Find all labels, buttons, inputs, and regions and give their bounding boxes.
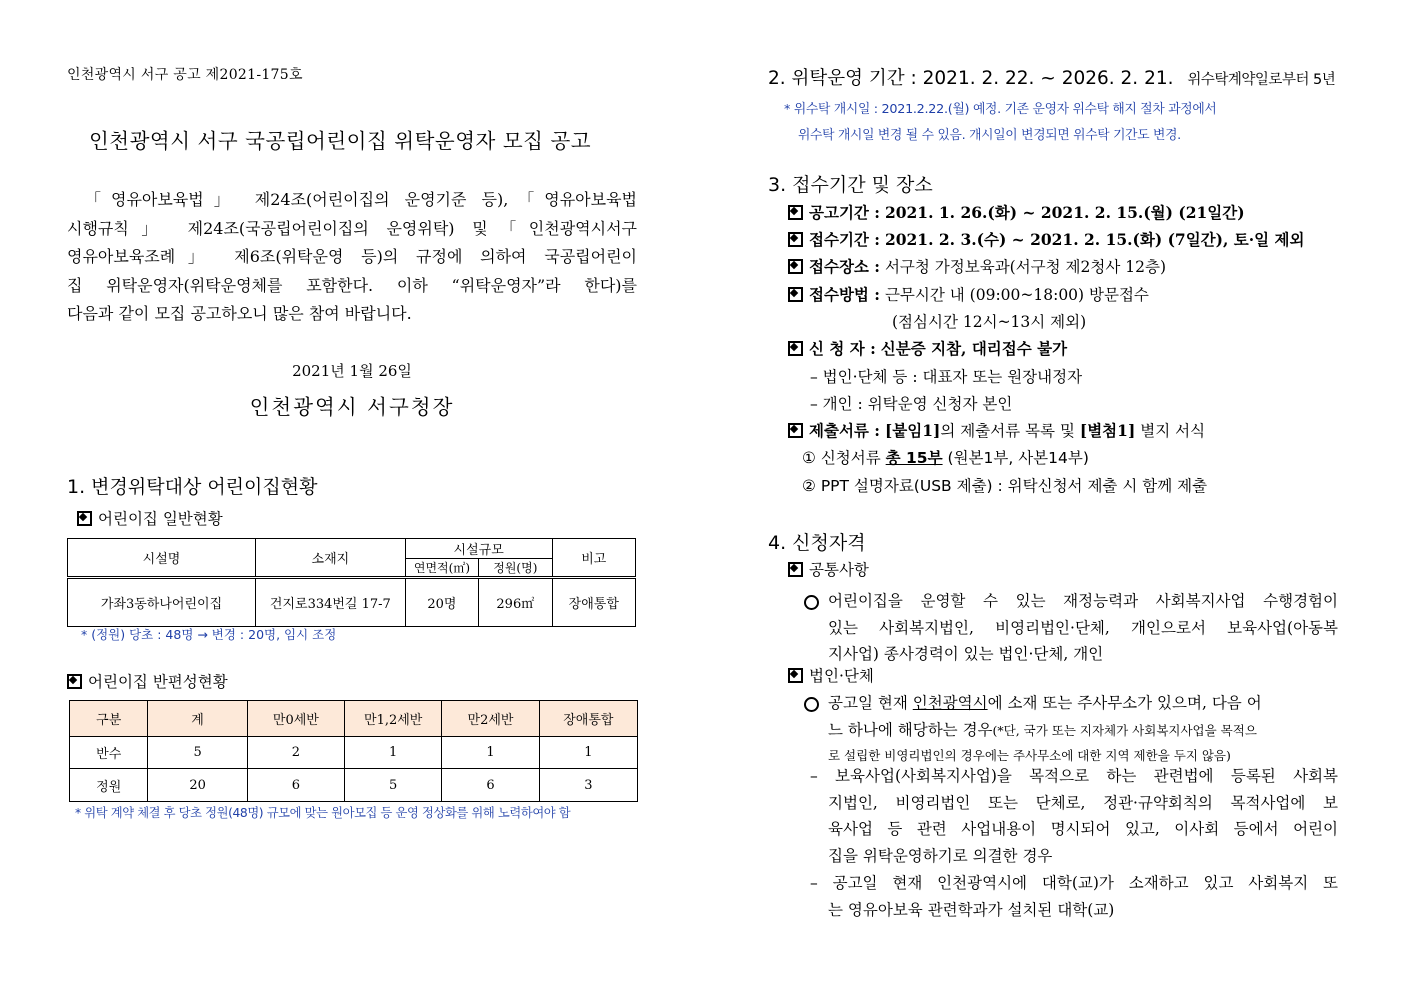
common-heading xyxy=(788,558,869,580)
corp-line2-a: 느 하나에 해당하는 경우 xyxy=(828,720,993,739)
class-cell: 1 xyxy=(539,737,637,769)
documents-sub-2: ② PPT 설명자료(USB 제출) : 위탁신청서 제출 시 함께 제출 xyxy=(802,477,1208,495)
section2-heading-suffix: 위수탁계약일로부터 5년 xyxy=(1187,72,1336,88)
class-cell: 6 xyxy=(247,769,344,802)
corp-line1-a: 공고일 현재 xyxy=(828,694,908,712)
class-header: 구분 xyxy=(70,701,148,737)
applicant-item xyxy=(788,337,1067,359)
table-row xyxy=(70,737,638,769)
common-line: 어린이집을 운영할 수 있는 재정능력과 사회복지사업 수행경험이 xyxy=(828,592,1338,610)
section2-heading-text: 2. 위탁운영 기간 : 2021. 2. 22. ~ 2026. 2. 21. xyxy=(768,68,1174,89)
class-cell: 1 xyxy=(345,737,442,769)
class-cell: 반수 xyxy=(70,737,148,769)
class-status-subheading xyxy=(67,670,228,692)
subheading-text: 어린이집 반편성현황 xyxy=(88,673,228,691)
cell-name: 가좌3동하나어린이집 xyxy=(68,578,256,627)
cell-area: 20명 xyxy=(405,578,478,627)
corporation-heading xyxy=(788,664,874,686)
checkbox-diamond-icon xyxy=(788,205,803,220)
notice-number: 인천광역시 서구 공고 제2021-175호 xyxy=(67,67,303,83)
intro-paragraph xyxy=(67,186,637,329)
item-value: 2021. 1. 26.(화) ~ 2021. 2. 15.(월) (21일간) xyxy=(884,203,1245,222)
documents-sub-1 xyxy=(802,446,1089,468)
checkbox-diamond-icon xyxy=(788,562,803,577)
class-header: 만0세반 xyxy=(247,701,344,737)
class-cell: 5 xyxy=(148,737,247,769)
corp-line1-b: 에 소재 또는 주사무소가 있으며, 다음 어 xyxy=(987,694,1262,712)
reception-place-item xyxy=(788,255,1166,277)
reception-period-item xyxy=(788,228,1304,250)
class-header: 장애통합 xyxy=(539,701,637,737)
section2-note-1: * 위수탁 개시일 : 2021.2.22.(월) 예정. 기존 운영자 위수탁 해지 절차 과정에서 xyxy=(784,102,1217,117)
docs-attach1: [붙임1] xyxy=(884,421,941,440)
subheading-text: 법인·단체 xyxy=(809,667,874,685)
corp-line-1 xyxy=(828,690,1338,717)
item-label: 제출서류 : xyxy=(809,421,881,440)
item-label: 신 청 자 : xyxy=(809,339,876,358)
section1-heading: 1. 변경위탁대상 어린이집현황 xyxy=(67,476,318,498)
applicant-sub-2: – 개인 : 위탁운영 신청자 본인 xyxy=(810,395,1013,413)
class-cell: 3 xyxy=(539,769,637,802)
checkbox-diamond-icon xyxy=(67,674,82,689)
issuer: 인천광역시 서구청장 xyxy=(249,395,455,419)
docs-attach2: [별첨1] xyxy=(1079,421,1136,440)
class-footnote: * 위탁 계약 체결 후 당초 정원(48명) 규모에 맞는 원아모집 등 운영 정상화를 위해 노력하여야 함 xyxy=(75,806,571,820)
section2-heading xyxy=(768,64,1335,90)
corp-line2-small: (*단, 국가 또는 지자체가 사회복지사업을 목적으 xyxy=(992,722,1257,738)
class-header: 계 xyxy=(148,701,247,737)
class-cell: 1 xyxy=(442,737,539,769)
docs-item1-suffix: (원본1부, 사본14부) xyxy=(947,449,1089,467)
corp-line-2 xyxy=(828,717,1338,744)
docs-end: 별지 서식 xyxy=(1140,422,1206,440)
class-cell: 5 xyxy=(345,769,442,802)
class-cell: 정원 xyxy=(70,769,148,802)
reception-method-item xyxy=(788,283,1149,305)
subheading-text: 공통사항 xyxy=(809,561,869,579)
dash1-line: – 보육사업(사회복지사업)을 목적으로 하는 관련법에 등록된 사회복 xyxy=(810,767,1338,785)
corp-dash-2 xyxy=(810,870,1338,923)
checkbox-diamond-icon xyxy=(788,423,803,438)
header-address: 소재지 xyxy=(255,539,405,578)
intro-line: 영유아보육조례」 제6조(위탁운영 등)의 규정에 의하여 국공립어린이 xyxy=(67,247,637,266)
dash1-line: 집을 위탁운영하기로 의결한 경우 xyxy=(828,846,1053,865)
item-label: 접수장소 : xyxy=(809,257,881,276)
section4-heading: 4. 신청자격 xyxy=(768,532,866,554)
corp-line1-underlined: 인천광역시 xyxy=(912,694,988,712)
intro-line: 「영유아보육법」 제24조(어린이집의 운영기준 등),「영유아보육법 xyxy=(85,190,637,209)
checkbox-diamond-icon xyxy=(788,341,803,356)
intro-line: 다음과 같이 모집 공고하오니 많은 참여 바랍니다. xyxy=(67,304,412,323)
header-scale: 시설규모 xyxy=(405,539,552,559)
checkbox-diamond-icon xyxy=(788,287,803,302)
class-header: 만2세반 xyxy=(442,701,539,737)
item-value: 2021. 2. 3.(수) ~ 2021. 2. 15.(화) (7일간), 토·일 제외 xyxy=(884,230,1305,249)
header-note: 비고 xyxy=(552,539,635,578)
circle-bullet-icon xyxy=(804,697,819,712)
corp-line-3: 로 설립한 비영리법인의 경우에는 주사무소에 대한 지역 제한을 두지 않음) xyxy=(828,748,1231,763)
header-area: 연면적(㎡) xyxy=(405,559,478,578)
period-item xyxy=(788,201,1245,223)
class-cell: 6 xyxy=(442,769,539,802)
documents-item xyxy=(788,419,1205,441)
intro-line: 집 위탁운영자(위탁운영체를 포함한다. 이하 “위탁운영자”라 한다)를 xyxy=(67,275,637,295)
intro-line: 시행규칙」 제24조(국공립어린이집의 운영위탁) 및「인천광역시서구 xyxy=(67,218,637,238)
checkbox-diamond-icon xyxy=(788,668,803,683)
general-footnote: * (정원) 당초 : 48명 → 변경 : 20명, 임시 조정 xyxy=(81,627,337,642)
section2-note-2: 위수탁 개시일 변경 될 수 있음. 개시일이 변경되면 위수탁 기간도 변경. xyxy=(798,128,1181,143)
class-cell: 2 xyxy=(247,737,344,769)
applicant-sub-1: – 법인·단체 등 : 대표자 또는 원장내정자 xyxy=(810,368,1083,386)
cell-note: 장애통합 xyxy=(552,578,635,627)
dash1-line: 지법인, 비영리법인 또는 단체로, 정관·규약회칙의 목적사업에 보 xyxy=(828,793,1338,812)
general-status-subheading xyxy=(77,507,223,529)
cell-address: 건지로334번길 17-7 xyxy=(255,578,405,627)
docs-item1-emph: 총 15부 xyxy=(885,449,943,467)
method-note: (점심시간 12시~13시 제외) xyxy=(892,313,1087,331)
subheading-text: 어린이집 일반현황 xyxy=(98,510,223,528)
common-line: 지사업) 종사경력이 있는 법인·단체, 개인 xyxy=(828,645,1104,663)
dash1-line: 육사업 등 관련 사업내용이 명시되어 있고, 이사회 등에서 어린이 xyxy=(828,820,1338,838)
general-status-table xyxy=(67,538,636,627)
item-value: 서구청 가정보육과(서구청 제2청사 12층) xyxy=(884,258,1167,276)
header-capacity: 정원(명) xyxy=(479,559,552,578)
item-value: 근무시간 내 (09:00~18:00) 방문접수 xyxy=(884,286,1149,304)
docs-item1-prefix: ① 신청서류 xyxy=(802,449,881,467)
item-value: 신분증 지참, 대리접수 불가 xyxy=(880,339,1068,358)
document-title: 인천광역시 서구 국공립어린이집 위탁운영자 모집 공고 xyxy=(89,129,592,153)
section3-heading: 3. 접수기간 및 장소 xyxy=(768,174,933,196)
cell-capacity: 296㎡ xyxy=(479,578,552,627)
class-cell: 20 xyxy=(148,769,247,802)
checkbox-diamond-icon xyxy=(788,232,803,247)
table-row xyxy=(70,769,638,802)
item-label: 접수방법 : xyxy=(809,285,881,304)
dash2-line: – 공고일 현재 인천광역시에 대학(교)가 소재하고 있고 사회복지 또 xyxy=(810,874,1338,892)
common-line: 있는 사회복지법인, 비영리법인·단체, 개인으로서 보육사업(아동복 xyxy=(828,618,1338,637)
docs-mid: 의 제출서류 목록 및 xyxy=(940,422,1075,440)
item-label: 접수기간 : xyxy=(809,230,881,249)
class-header: 만1,2세반 xyxy=(345,701,442,737)
header-name: 시설명 xyxy=(68,539,256,578)
dash2-line: 는 영유아보육 관련학과가 설치된 대학(교) xyxy=(828,900,1115,919)
item-label: 공고기간 : xyxy=(809,203,881,222)
circle-bullet-icon xyxy=(804,595,819,610)
checkbox-diamond-icon xyxy=(77,511,92,526)
checkbox-diamond-icon xyxy=(788,259,803,274)
class-status-table xyxy=(69,700,638,802)
notice-date: 2021년 1월 26일 xyxy=(292,362,412,380)
corp-dash-1 xyxy=(810,763,1338,869)
